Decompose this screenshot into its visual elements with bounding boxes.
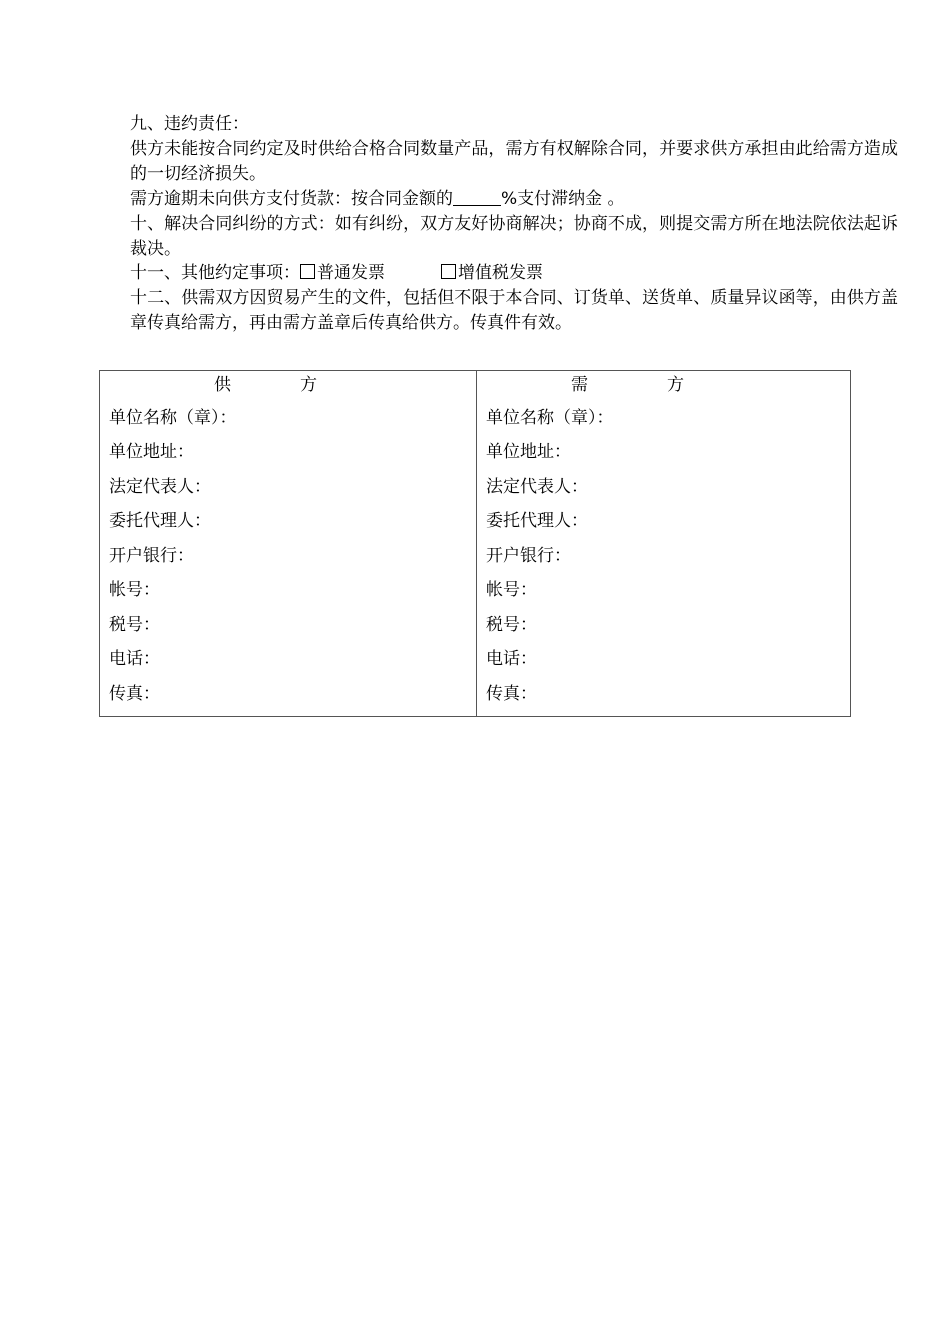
supplier-company-name-label: 单位名称（章）： [109, 408, 237, 428]
buyer-fax-label: 传真： [486, 684, 537, 704]
clause-9-paragraph-2 [92, 187, 625, 212]
clause-9-paragraph-1: 供方未能按合同约定及时供给合格合同数量产品，需方有权解除合同，并要求供方承担由此给需方造成的一切经济损失。 [130, 139, 898, 184]
buyer-phone-label: 电话： [486, 649, 537, 669]
checkbox-icon[interactable] [300, 264, 315, 279]
late-fee-text-before: 需方逾期未向供方支付货款：按合同金额的 [130, 189, 453, 209]
supplier-phone-label: 电话： [109, 649, 160, 669]
buyer-address-label: 单位地址： [486, 442, 571, 462]
late-fee-rate-blank[interactable] [453, 189, 501, 206]
supplier-fax-label: 传真： [109, 684, 160, 704]
supplier-account-label: 帐号： [109, 580, 160, 600]
clause-11-label: 十一、其他约定事项： [130, 263, 300, 283]
invoice-option-normal: 普通发票 [317, 263, 385, 283]
buyer-agent-label: 委托代理人： [486, 511, 588, 531]
buyer-heading-char-2: 方 [667, 375, 684, 395]
buyer-account-label: 帐号： [486, 580, 537, 600]
supplier-agent-label: 委托代理人： [109, 511, 211, 531]
supplier-legal-rep-label: 法定代表人： [109, 477, 211, 497]
supplier-heading-char-1: 供 [214, 375, 231, 395]
buyer-company-name-label: 单位名称（章）： [486, 408, 614, 428]
clause-9-title: 九、违约责任： [130, 114, 249, 134]
late-fee-text-after: %支付滞纳金 。 [501, 189, 625, 209]
clause-11 [92, 261, 543, 286]
buyer-legal-rep-label: 法定代表人： [486, 477, 588, 497]
invoice-option-vat: 增值税发票 [458, 263, 543, 283]
buyer-column [477, 371, 850, 716]
supplier-heading-char-2: 方 [300, 375, 317, 395]
supplier-tax-id-label: 税号： [109, 615, 160, 635]
supplier-address-label: 单位地址： [109, 442, 194, 462]
checkbox-icon[interactable] [441, 264, 456, 279]
clause-12: 十二、供需双方因贸易产生的文件，包括但不限于本合同、订货单、送货单、质量异议函等，由供方盖章传真给需方，再由需方盖章后传真给供方。传真件有效。 [130, 288, 898, 333]
buyer-heading-char-1: 需 [571, 375, 588, 395]
signature-table [99, 370, 851, 717]
clause-10: 十、解决合同纠纷的方式：如有纠纷，双方友好协商解决；协商不成，则提交需方所在地法院依法起诉裁决。 [130, 214, 898, 259]
supplier-column [100, 371, 477, 716]
buyer-bank-label: 开户银行： [486, 546, 571, 566]
buyer-tax-id-label: 税号： [486, 615, 537, 635]
supplier-bank-label: 开户银行： [109, 546, 194, 566]
